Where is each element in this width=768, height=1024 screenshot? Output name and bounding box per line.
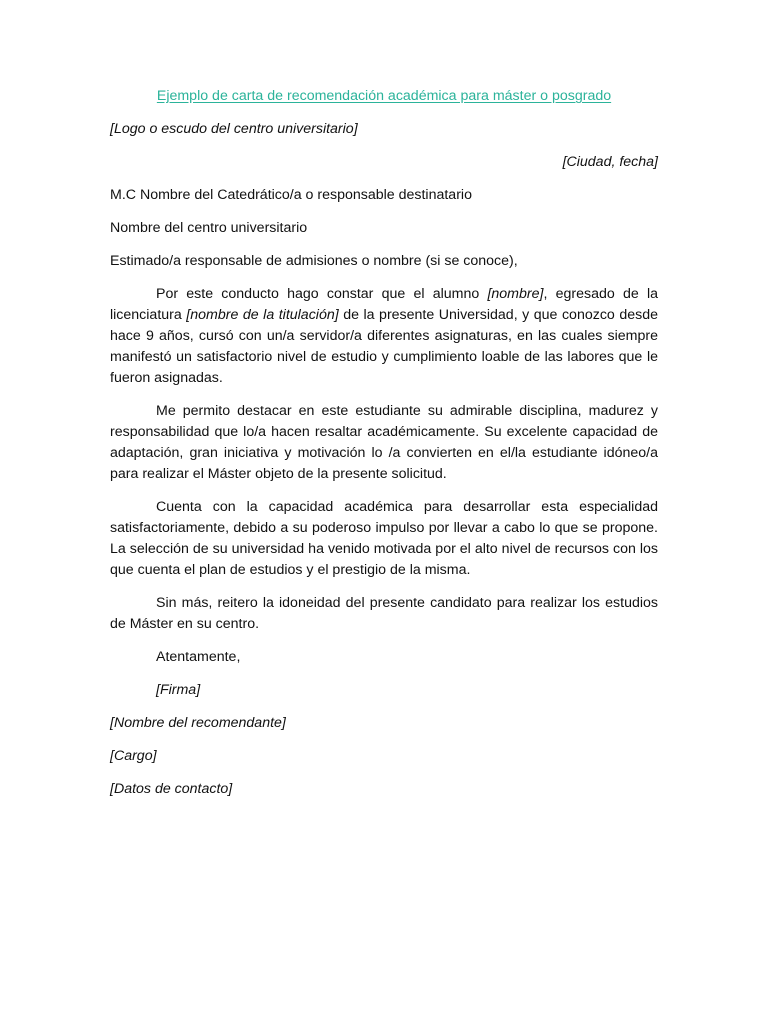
closing-line: Atentamente, bbox=[156, 649, 241, 665]
recommender-name-placeholder: [Nombre del recomendante] bbox=[110, 715, 286, 731]
logo-placeholder: [Logo o escudo del centro universitario] bbox=[110, 121, 358, 137]
signature-placeholder: [Firma] bbox=[156, 682, 201, 698]
paragraph-1-text-b: , egresado de la licenciatura bbox=[110, 286, 658, 323]
institution-line: Nombre del centro universitario bbox=[110, 220, 308, 236]
position-placeholder: [Cargo] bbox=[110, 748, 157, 764]
paragraph-4: Sin más, reitero la idoneidad del presente candidato para realizar los estudios de Máster en su centro. bbox=[110, 595, 658, 632]
paragraph-1 bbox=[110, 284, 658, 389]
paragraph-1-text-c: de la presente Universidad, y que conozco desde hace 9 años, cursó con un/a servidor/a diferentes asignaturas, en las cuales siempre manifestó un satisfactorio nivel de estudio y cumplimiento loable de las labores que le fueron asignadas. bbox=[110, 307, 658, 386]
contact-placeholder: [Datos de contacto] bbox=[110, 781, 233, 797]
degree-name-placeholder: [nombre de la titulación] bbox=[186, 307, 339, 323]
student-name-placeholder: [nombre] bbox=[487, 286, 544, 302]
paragraph-2: Me permito destacar en este estudiante su admirable disciplina, madurez y responsabilidad que lo/a hacen resaltar académicamente. Su excelente capacidad de adaptación, gran iniciativa y motivación lo /a convierten en el/la estudiante idóneo/a para realizar el Máster objeto de la presente solicitud. bbox=[110, 403, 658, 482]
paragraph-1-text-a: Por este conducto hago constar que el alumno bbox=[156, 286, 488, 302]
greeting-line: Estimado/a responsable de admisiones o nombre (si se conoce), bbox=[110, 253, 518, 269]
city-date: [Ciudad, fecha] bbox=[562, 154, 658, 170]
document-title[interactable]: Ejemplo de carta de recomendación académica para máster o posgrado bbox=[156, 88, 612, 104]
paragraph-3: Cuenta con la capacidad académica para desarrollar esta especialidad satisfactoriamente, debido a su poderoso impulso por llevar a cabo lo que se propone. La selección de su universidad ha venido motivada por el alto nivel de recursos con los que cuenta el plan de estudios y el prestigio de la misma. bbox=[110, 499, 658, 578]
recipient-line: M.C Nombre del Catedrático/a o responsable destinatario bbox=[110, 187, 472, 203]
letter-body bbox=[110, 86, 658, 812]
